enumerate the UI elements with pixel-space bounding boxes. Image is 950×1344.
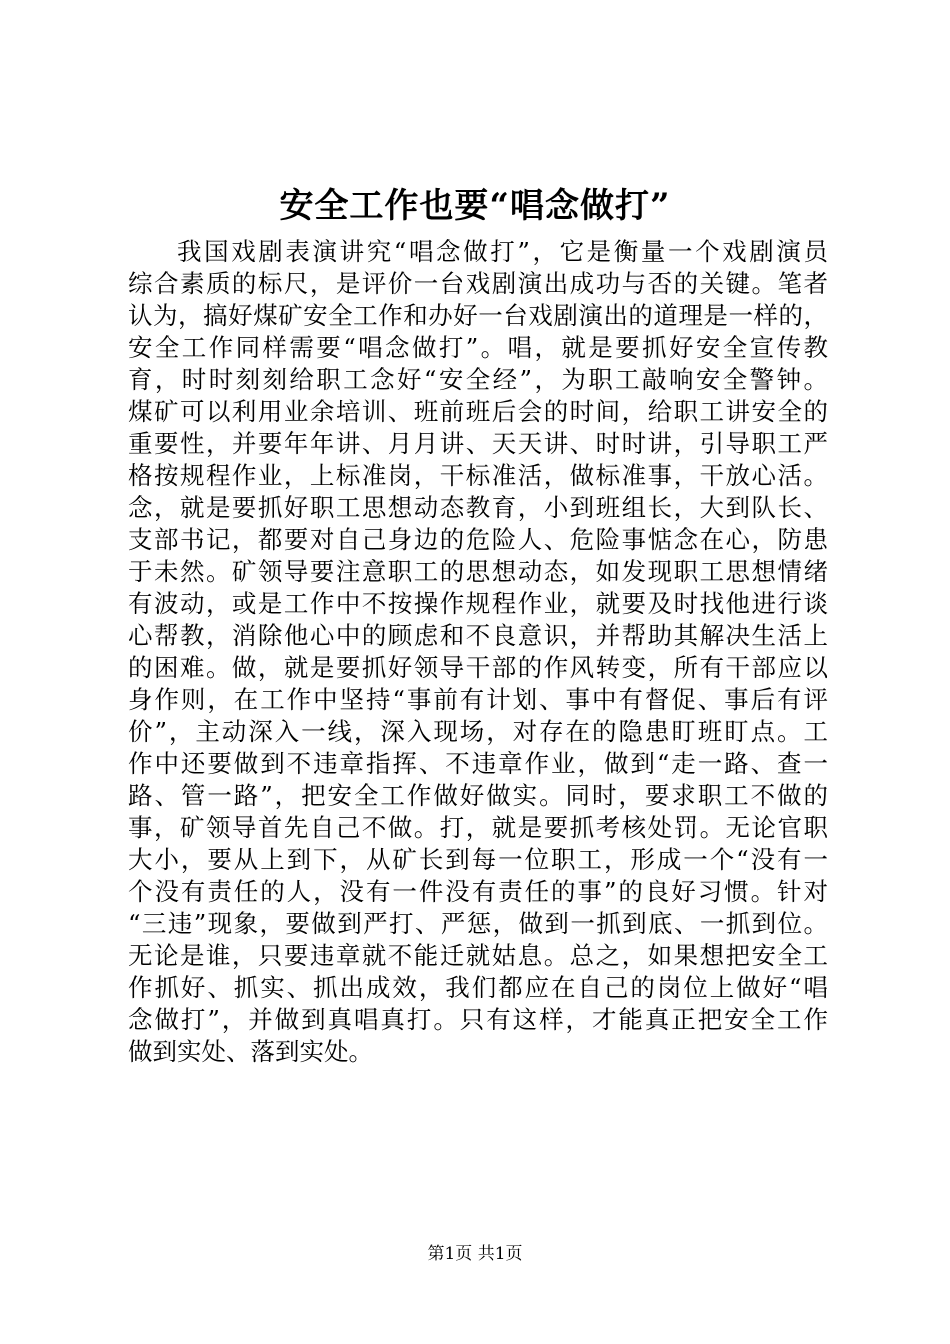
body-line: 的困难。做，就是要抓好领导干部的作风转变，所有干部应以	[128, 653, 828, 682]
document-body	[128, 236, 828, 1068]
body-line: “三违”现象，要做到严打、严惩，做到一抓到底、一抓到位。	[128, 909, 828, 938]
body-line: 综合素质的标尺，是评价一台戏剧演出成功与否的关键。笔者	[128, 269, 828, 298]
body-line: 做到实处、落到实处。	[128, 1037, 373, 1066]
body-line: 安全工作同样需要“唱念做打”。唱，就是要抓好安全宣传教	[128, 333, 828, 362]
body-line: 有波动，或是工作中不按操作规程作业，就要及时找他进行谈	[128, 589, 828, 618]
document-title: 安全工作也要“唱念做打”	[279, 186, 671, 226]
body-line: 价”，主动深入一线，深入现场，对存在的隐患盯班盯点。工	[128, 717, 828, 746]
body-line: 我国戏剧表演讲究“唱念做打”，它是衡量一个戏剧演员	[177, 237, 828, 266]
body-line: 大小，要从上到下，从矿长到每一位职工，形成一个“没有一	[128, 845, 828, 874]
body-line: 作中还要做到不违章指挥、不违章作业，做到“走一路、查一	[128, 749, 828, 778]
body-line: 个没有责任的人，没有一件没有责任的事”的良好习惯。针对	[128, 877, 828, 906]
body-line: 身作则，在工作中坚持“事前有计划、事中有督促、事后有评	[128, 685, 828, 714]
body-line: 作抓好、抓实、抓出成效，我们都应在自己的岗位上做好“唱	[128, 973, 828, 1002]
body-line: 无论是谁，只要违章就不能迁就姑息。总之，如果想把安全工	[128, 941, 828, 970]
body-line: 念做打”，并做到真唱真打。只有这样，才能真正把安全工作	[128, 1005, 828, 1034]
body-line: 煤矿可以利用业余培训、班前班后会的时间，给职工讲安全的	[128, 397, 828, 426]
body-line: 心帮教，消除他心中的顾虑和不良意识，并帮助其解决生活上	[128, 621, 828, 650]
body-line: 格按规程作业，上标准岗，干标准活，做标准事，干放心活。	[128, 461, 828, 490]
page-footer: 第1页 共1页	[427, 1244, 523, 1264]
body-line: 事，矿领导首先自己不做。打，就是要抓考核处罚。无论官职	[128, 813, 828, 842]
body-line: 重要性，并要年年讲、月月讲、天天讲、时时讲，引导职工严	[128, 429, 828, 458]
body-line: 认为，搞好煤矿安全工作和办好一台戏剧演出的道理是一样的，	[128, 301, 828, 330]
body-line: 育，时时刻刻给职工念好“安全经”，为职工敲响安全警钟。	[128, 365, 828, 394]
body-line: 路、管一路”，把安全工作做好做实。同时，要求职工不做的	[128, 781, 828, 810]
body-line: 支部书记，都要对自己身边的危险人、危险事惦念在心，防患	[128, 525, 828, 554]
body-line: 于未然。矿领导要注意职工的思想动态，如发现职工思想情绪	[128, 557, 828, 586]
body-line: 念，就是要抓好职工思想动态教育，小到班组长，大到队长、	[128, 493, 828, 522]
